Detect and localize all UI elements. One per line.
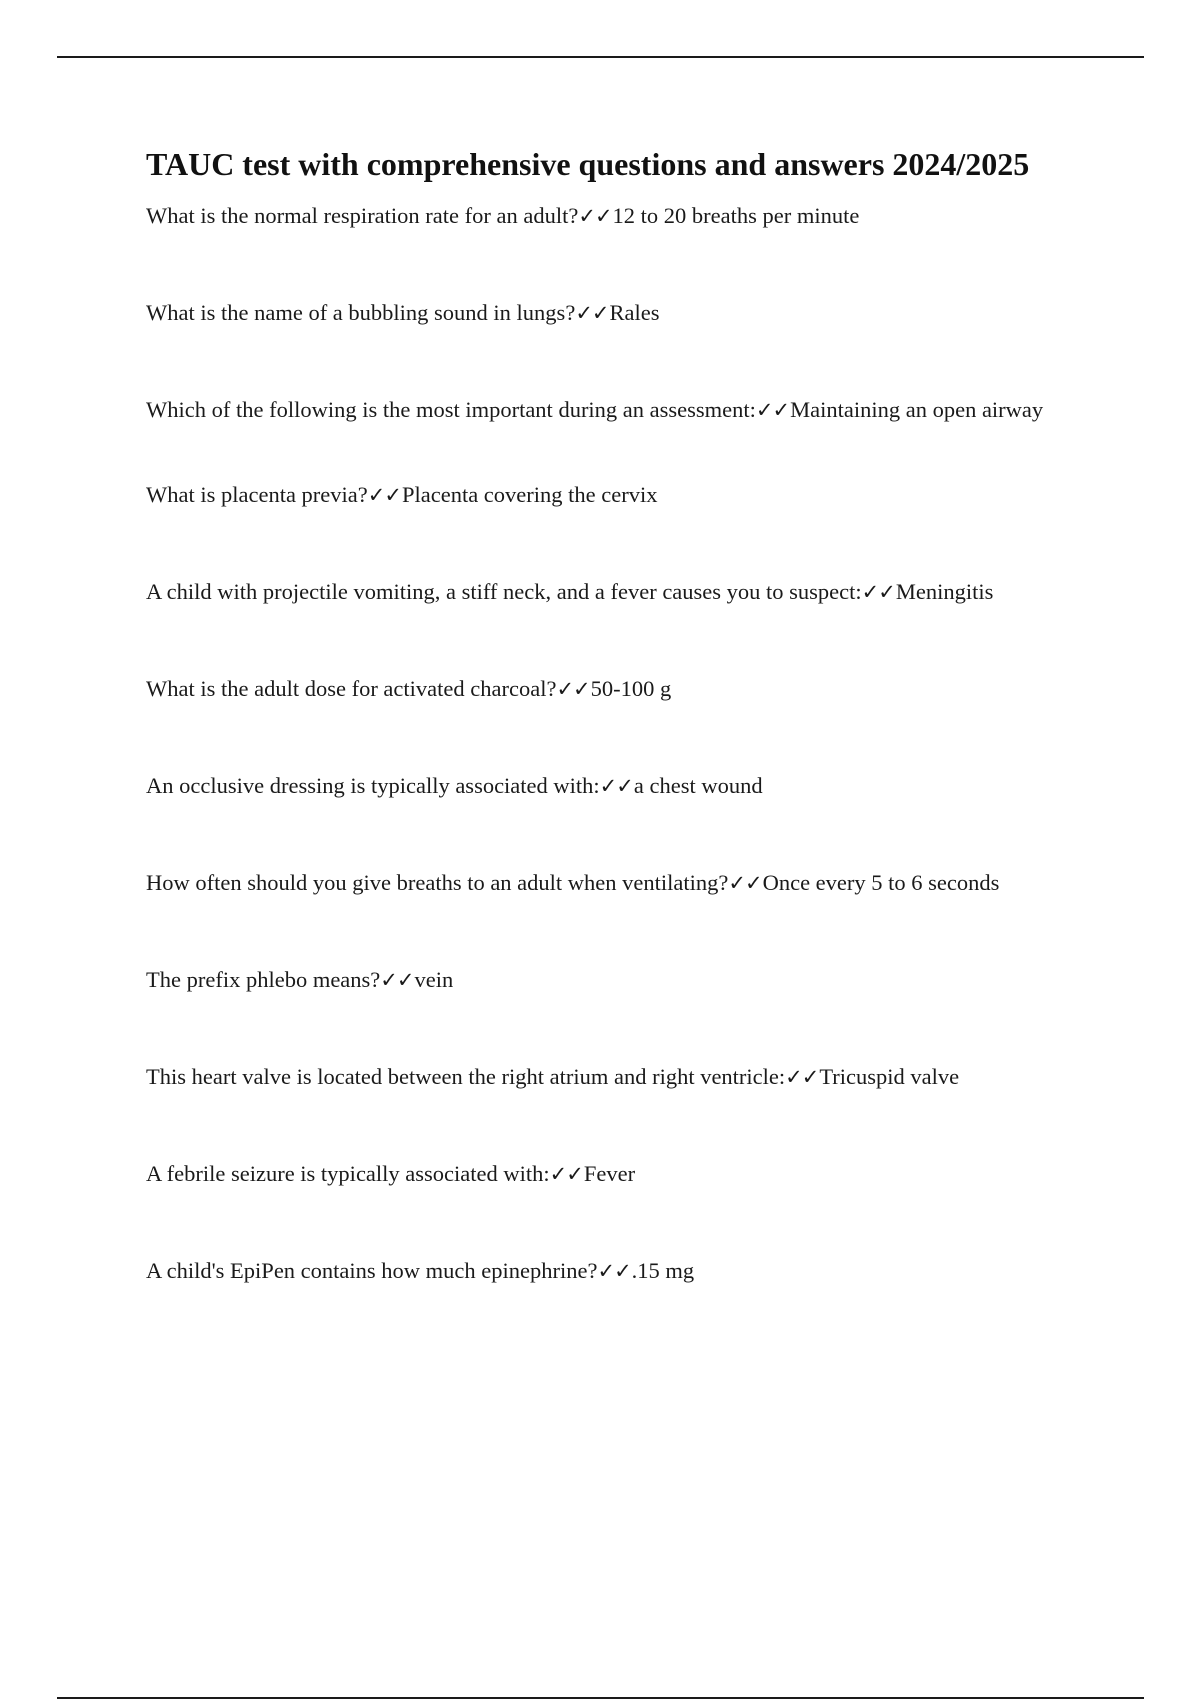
answer-text: .15 mg [631,1258,695,1283]
double-check-icon: ✓✓ [599,774,633,798]
question-text: What is the normal respiration rate for an adult? [146,203,579,228]
answer-text: 12 to 20 breaths per minute [612,203,860,228]
question-text: This heart valve is located between the right atrium and right ventricle: [146,1064,786,1089]
double-check-icon: ✓✓ [575,301,609,325]
answer-text: Once every 5 to 6 seconds [762,870,1000,895]
double-check-icon: ✓✓ [755,398,790,422]
double-check-icon: ✓✓ [380,968,414,992]
question-text: What is the name of a bubbling sound in lungs? [146,300,576,325]
answer-text: Placenta covering the cervix [401,482,658,507]
answer-text: a chest wound [633,773,763,798]
double-check-icon: ✓✓ [549,1162,583,1186]
double-check-icon: ✓✓ [367,483,401,507]
bottom-rule [57,1697,1144,1699]
qa-item-5 [146,576,1086,608]
qa-item-6 [146,673,1086,705]
qa-item-3 [146,394,1086,426]
answer-text: Maintaining an open airway [790,397,1044,422]
double-check-icon: ✓✓ [597,1259,631,1283]
question-text: A child with projectile vomiting, a stiff neck, and a fever causes you to suspect: [146,579,862,604]
qa-item-12 [146,1255,1086,1287]
top-rule [57,56,1144,58]
double-check-icon: ✓✓ [556,677,590,701]
answer-text: Rales [609,300,660,325]
document-body [146,140,1086,1287]
question-text: What is placenta previa? [146,482,368,507]
qa-item-11 [146,1158,1086,1190]
qa-item-4 [146,479,1086,511]
question-text: Which of the following is the most important during an assessment: [146,397,756,422]
question-text: A febrile seizure is typically associated with: [146,1161,550,1186]
question-text: The prefix phlebo means? [146,967,381,992]
qa-item-2 [146,297,1086,329]
qa-item-8 [146,867,1086,899]
qa-item-1 [146,200,1086,232]
question-text: A child's EpiPen contains how much epinephrine? [146,1258,598,1283]
double-check-icon: ✓✓ [578,204,612,228]
answer-text: 50-100 g [590,676,672,701]
document-title: TAUC test with comprehensive questions and answers 2024/2025 [146,146,1030,182]
answer-text: Tricuspid valve [819,1064,960,1089]
question-text: What is the adult dose for activated charcoal? [146,676,557,701]
answer-text: Meningitis [895,579,994,604]
double-check-icon: ✓✓ [861,580,895,604]
double-check-icon: ✓✓ [728,871,762,895]
qa-item-7 [146,770,1086,802]
answer-text: Fever [583,1161,636,1186]
double-check-icon: ✓✓ [785,1065,819,1089]
question-text: An occlusive dressing is typically associated with: [146,773,600,798]
answer-text: vein [414,967,454,992]
qa-list [146,200,1086,1287]
question-text: How often should you give breaths to an adult when ventilating? [146,870,729,895]
qa-item-10 [146,1061,1086,1093]
qa-item-9 [146,964,1086,996]
